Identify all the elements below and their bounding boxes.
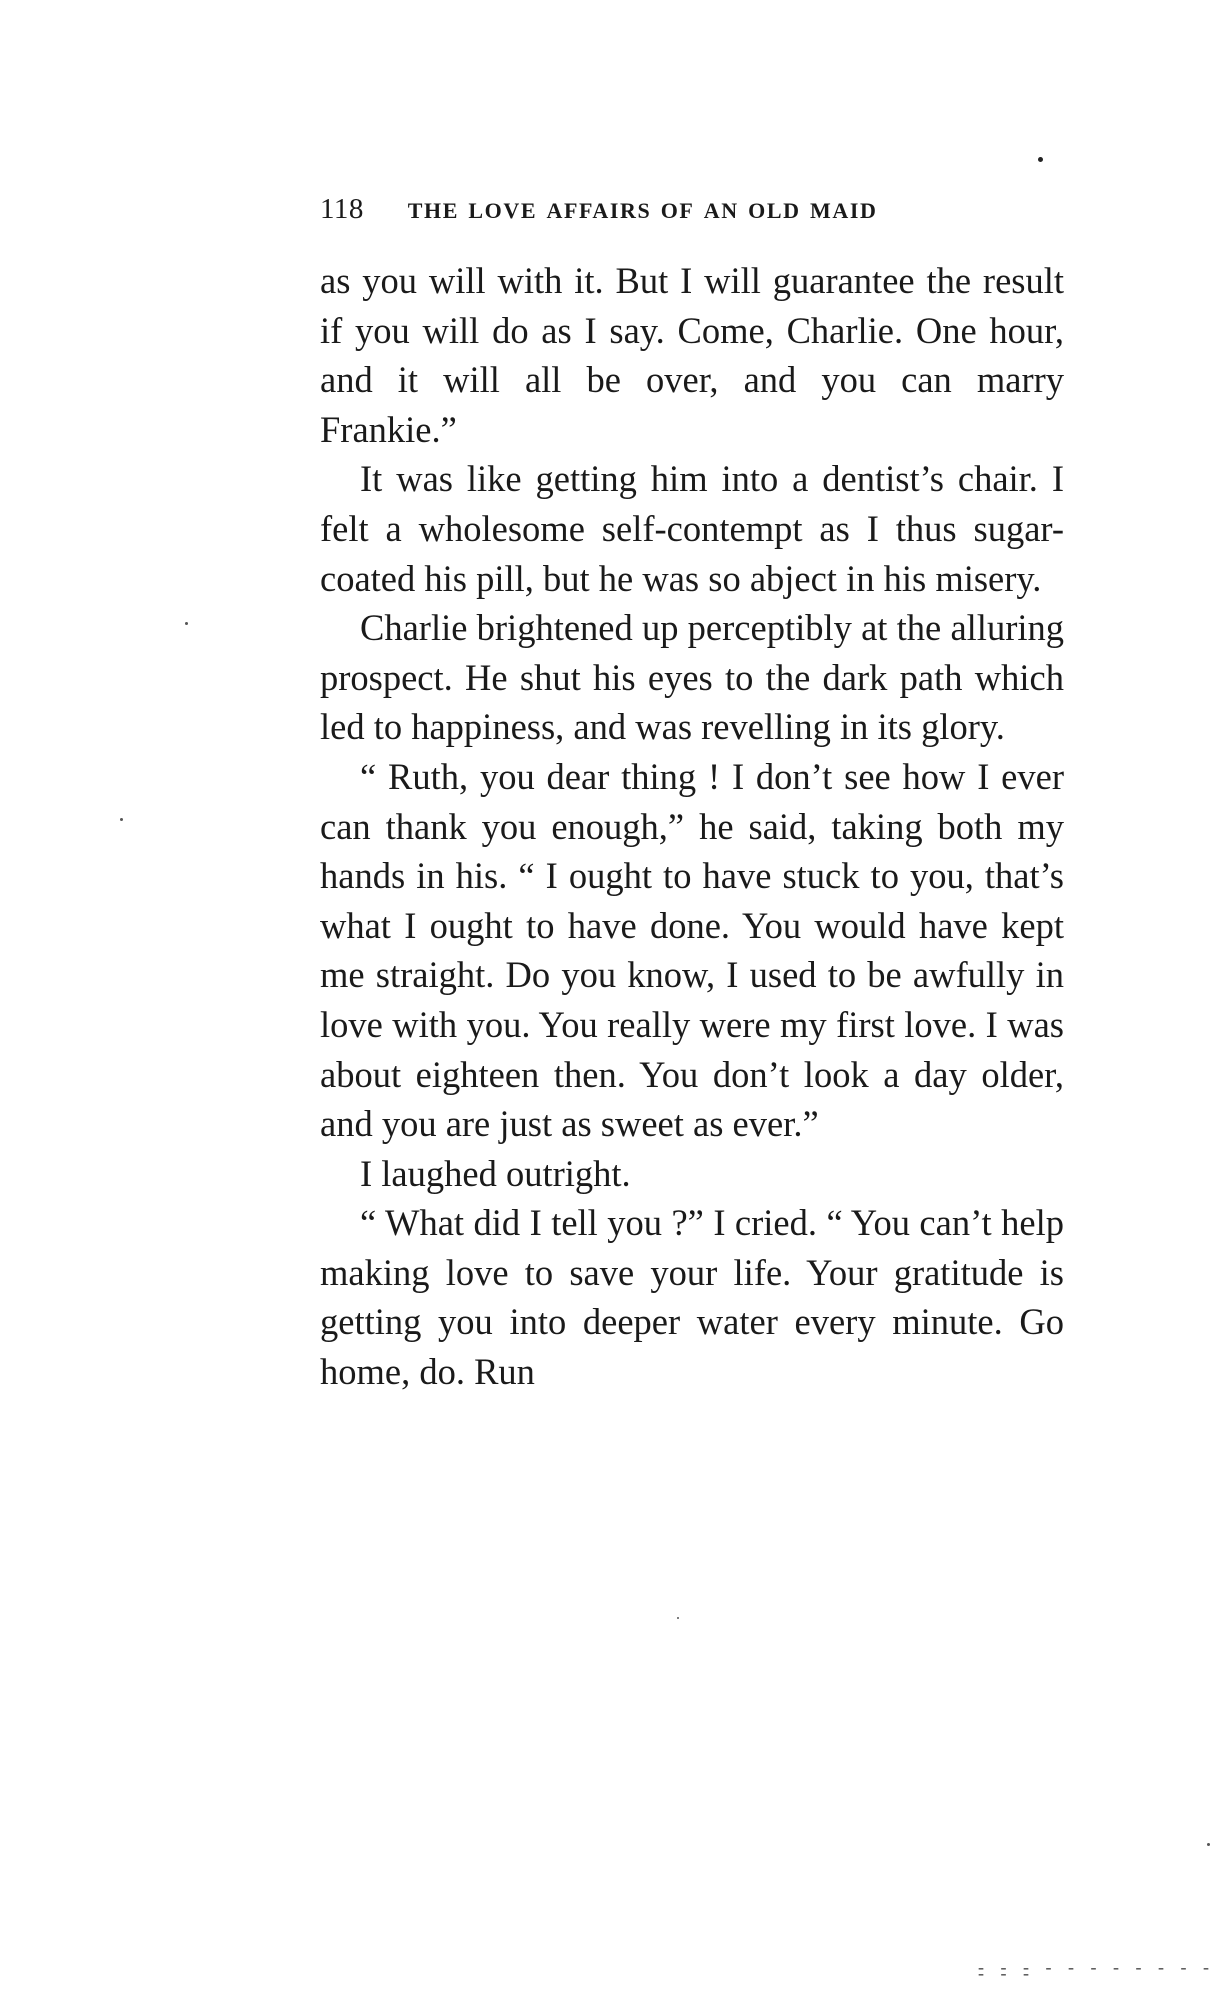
- scan-edge-marks: - - - - - - - - - - - - - -: [978, 1957, 1215, 1983]
- paragraph: Charlie brightened up perceptibly at the alluring prospect. He shut his eyes to the dark path which led to happiness, and was revelling in its glory.: [320, 607, 1064, 748]
- paragraph: It was like getting him into a dentist’s chair. I felt a wholesome self-contempt as I thus sugar-coated his pill, but he was so abject in his misery.: [320, 458, 1064, 599]
- running-head: [320, 190, 1060, 230]
- body-text: [320, 256, 1064, 1397]
- paragraph: “ What did I tell you ?” I cried. “ You can’t help making love to save your life. Your gratitude is getting you into deeper water every minute. Go home, do. Run: [320, 1202, 1064, 1393]
- book-title: the love affairs of an old maid: [407, 190, 878, 225]
- page-number: 118: [320, 193, 364, 225]
- paragraph: as you will with it. But I will guarantee the result if you will do as I say. Come, Charlie. One hour, and it will all be over, and you can marry Frankie.”: [320, 260, 1064, 450]
- scan-speck: [120, 818, 123, 821]
- scan-speck: [677, 1617, 679, 1619]
- paragraph: I laughed outright.: [360, 1152, 631, 1194]
- paragraph: “ Ruth, you dear thing ! I don’t see how I ever can thank you enough,” he said, taking both my hands in his. “ I ought to have stuck to you, that’s what I ought to have done. You would have kept me straight. Do you know, I used to be awfully in love with you. You really were my first love. I was about eighteen then. You don’t look a day older, and you are just as sweet as ever.”: [320, 755, 1064, 1145]
- scan-speck: [1207, 1843, 1210, 1846]
- scan-speck: [1038, 157, 1043, 162]
- scan-speck: [185, 622, 188, 625]
